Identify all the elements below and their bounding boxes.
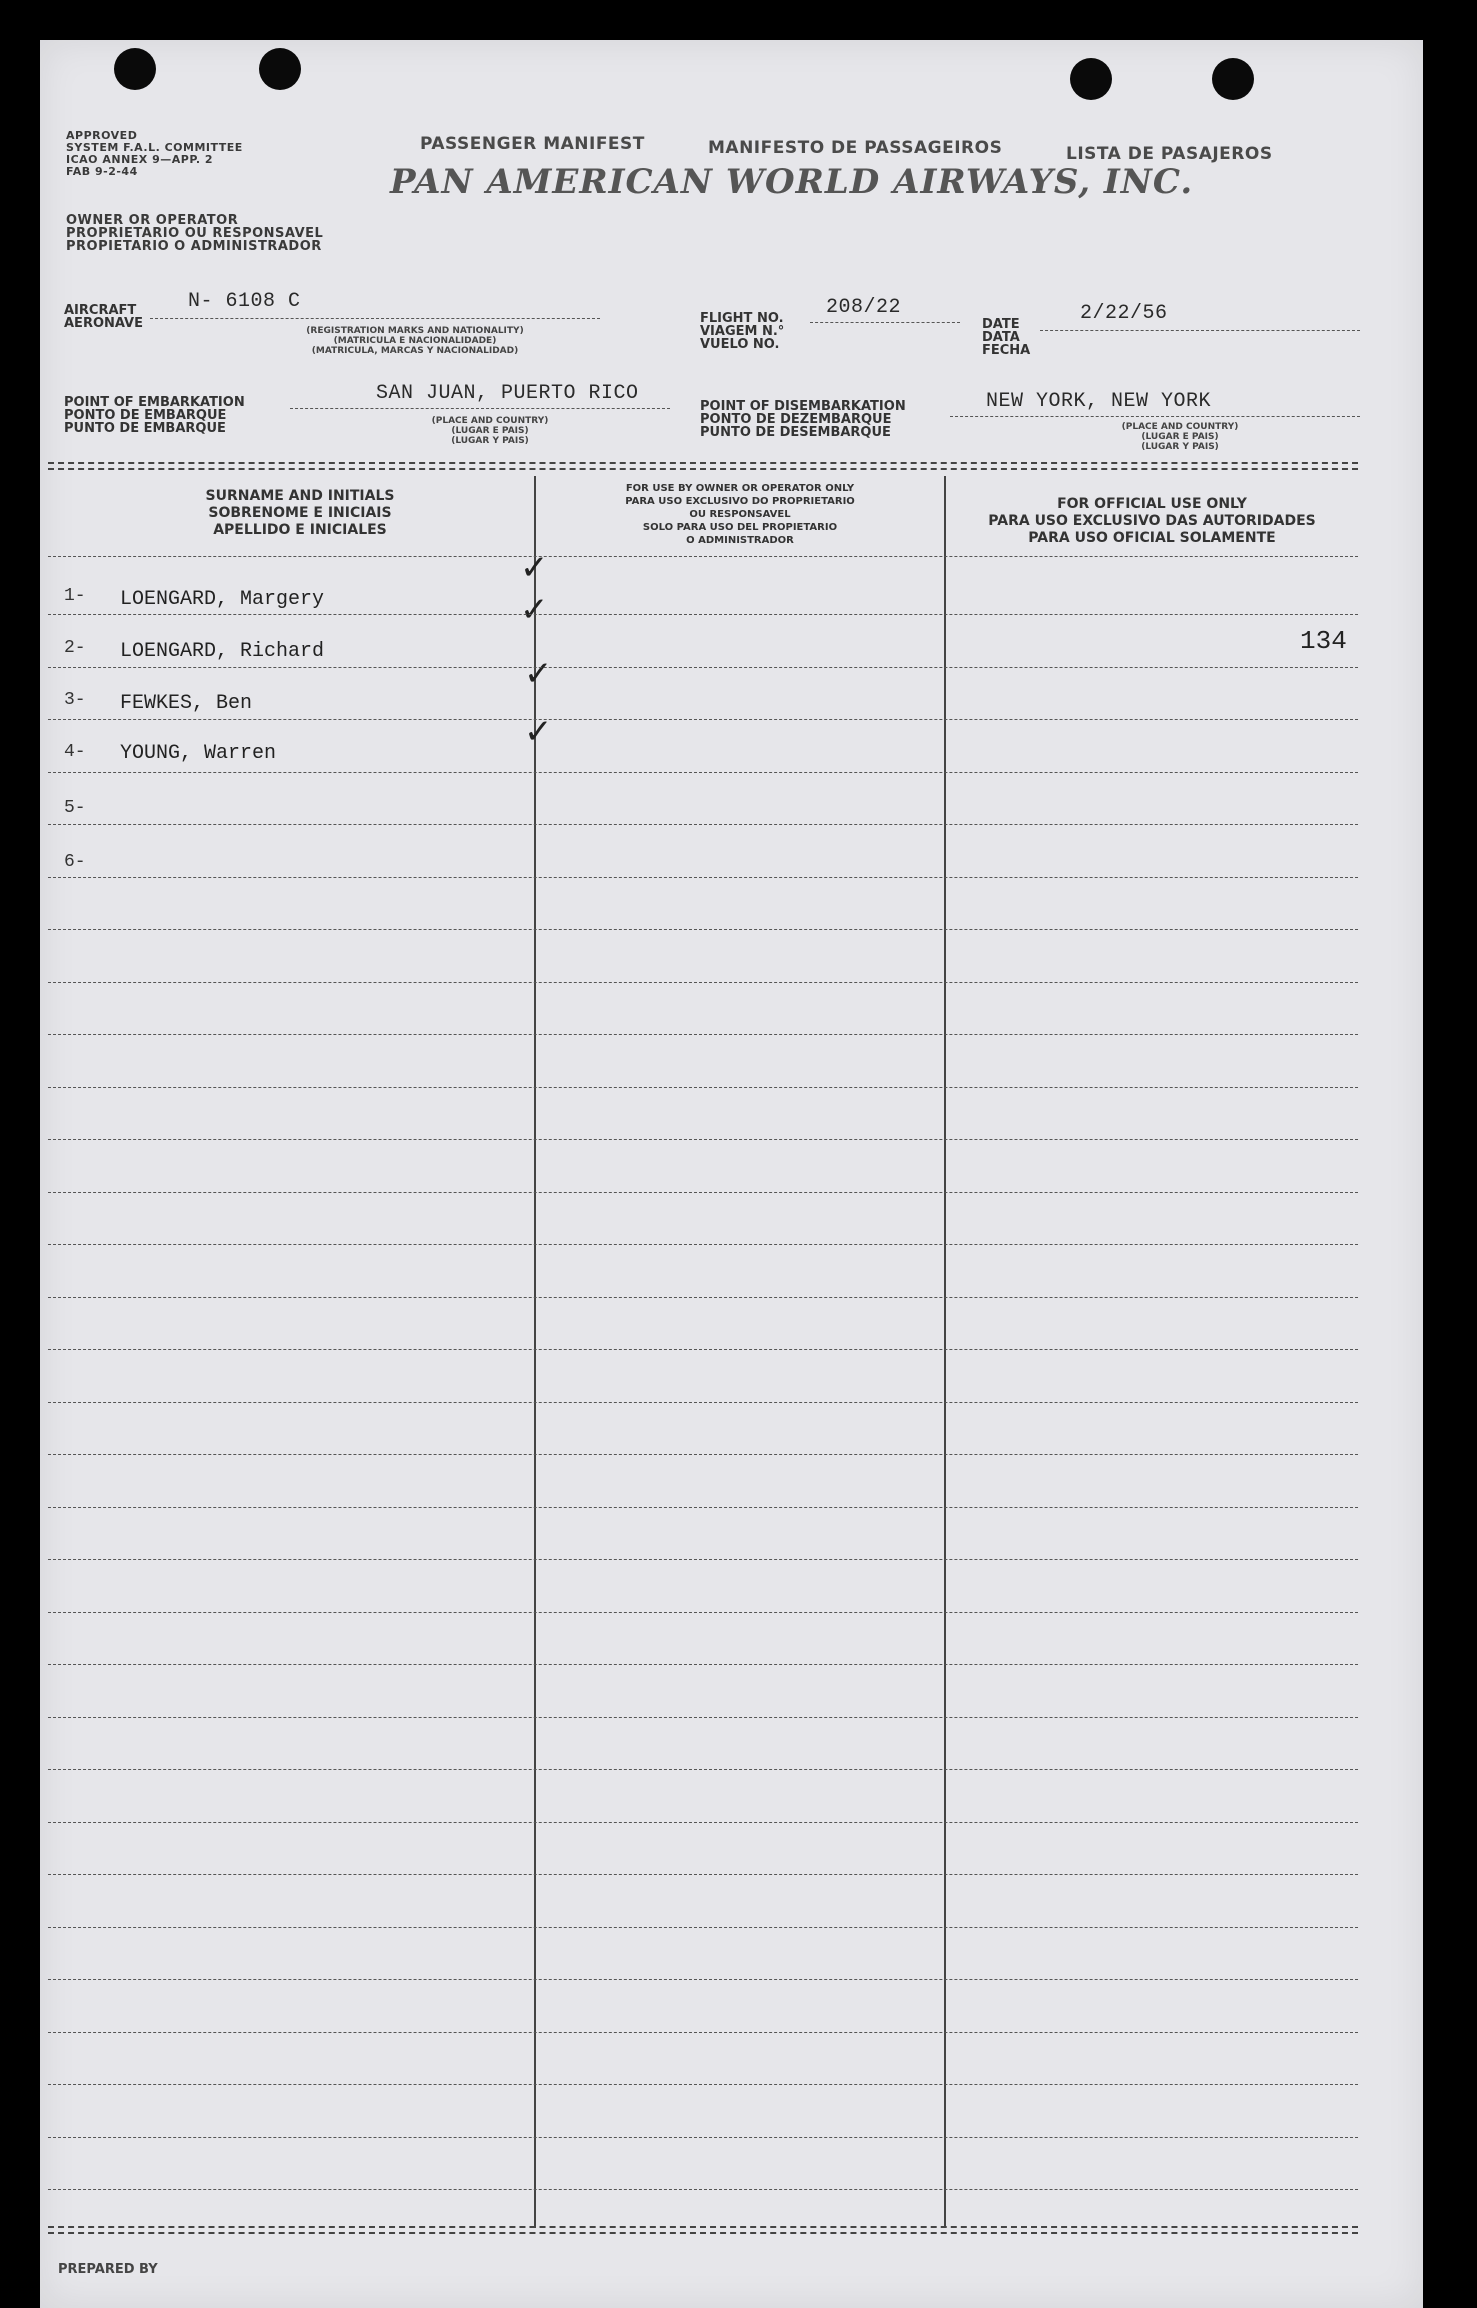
date-value: 2/22/56 — [1080, 302, 1168, 325]
aircraft-sub-line: (REGISTRATION MARKS AND NATIONALITY) — [306, 326, 524, 336]
owner-label-line: OWNER OR OPERATOR — [66, 213, 239, 228]
table-row-line — [48, 1874, 1358, 1875]
table-row-line — [48, 614, 1358, 615]
aircraft-sub-line: (MATRICULA, MARCAS Y NACIONALIDAD) — [311, 346, 519, 356]
embarkation-value: SAN JUAN, PUERTO RICO — [376, 382, 639, 405]
table-bottom-rule — [48, 2232, 1358, 2234]
disembarkation-sub-line: (LUGAR Y PAIS) — [1141, 442, 1219, 452]
embarkation-sub-line: (LUGAR Y PAIS) — [451, 436, 529, 446]
table-row-line — [48, 1559, 1358, 1560]
column-head-line: PARA USO OFICIAL SOLAMENTE — [1028, 530, 1276, 546]
table-row-line — [48, 1192, 1358, 1193]
embarkation-sub — [380, 416, 600, 446]
table-row-line — [48, 1664, 1358, 1665]
row-number: 6- — [64, 852, 86, 872]
column-head-line: APELLIDO E INICIALES — [213, 522, 387, 538]
date-label — [982, 318, 1030, 357]
table-row-line — [48, 877, 1358, 878]
disembarkation-sub-line: (PLACE AND COUNTRY) — [1121, 422, 1239, 432]
aircraft-label — [64, 304, 143, 330]
punch-hole — [114, 48, 156, 90]
table-row-line — [48, 2189, 1358, 2190]
row-number: 3- — [64, 690, 86, 710]
column-head-line: OU RESPONSAVEL — [689, 509, 791, 520]
table-row-line — [48, 1297, 1358, 1298]
flight-label-line: FLIGHT NO. — [700, 311, 784, 326]
title-es: LISTA DE PASAJEROS — [1066, 144, 1273, 164]
embarkation-label-line: PONTO DE EMBARQUE — [64, 408, 227, 423]
punch-hole — [1212, 58, 1254, 100]
passenger-name: LOENGARD, Margery — [120, 588, 325, 611]
table-row-line — [48, 1454, 1358, 1455]
column-head-line: SURNAME AND INITIALS — [205, 488, 395, 504]
row-number: 1- — [64, 586, 86, 606]
column-head-line: FOR OFFICIAL USE ONLY — [1057, 496, 1247, 512]
table-row-line — [48, 1927, 1358, 1928]
table-row-line — [48, 1034, 1358, 1035]
embarkation-underline — [290, 408, 670, 409]
table-row-line — [48, 1507, 1358, 1508]
owner-label-line: PROPRIETARIO OU RESPONSAVEL — [66, 226, 324, 241]
table-row-line — [48, 1087, 1358, 1088]
column-head-line: PARA USO EXCLUSIVO DO PROPRIETARIO — [625, 496, 855, 507]
owner-label-line: PROPIETARIO O ADMINISTRADOR — [66, 239, 322, 254]
official-count: 134 — [1300, 626, 1347, 656]
prepared-by-label: PREPARED BY — [58, 2262, 158, 2277]
approval-line: APPROVED — [66, 129, 138, 142]
table-row-line — [48, 772, 1358, 773]
table-row-line — [48, 1769, 1358, 1770]
disembarkation-value: NEW YORK, NEW YORK — [986, 390, 1212, 413]
table-row-line — [48, 824, 1358, 825]
table-row-line — [48, 2137, 1358, 2138]
flight-label-line: VIAGEM N.° — [700, 324, 785, 339]
table-row-line — [48, 1612, 1358, 1613]
column-head-line: O ADMINISTRADOR — [686, 535, 794, 546]
disembarkation-label — [700, 400, 906, 439]
flight-value: 208/22 — [826, 296, 902, 319]
row-number: 2- — [64, 638, 86, 658]
disembarkation-sub-line: (LUGAR E PAIS) — [1141, 432, 1219, 442]
check-mark-icon: ✓ — [524, 654, 553, 694]
embarkation-label-line: PUNTO DE EMBARQUE — [64, 421, 226, 436]
column-divider — [944, 476, 946, 2228]
table-row-line — [48, 1244, 1358, 1245]
column-head-names — [80, 488, 520, 539]
flight-label-line: VUELO NO. — [700, 337, 780, 352]
aircraft-sub-line: (MATRICULA E NACIONALIDADE) — [333, 336, 497, 346]
table-bottom-rule — [48, 2226, 1358, 2228]
table-top-rule — [48, 462, 1358, 464]
table-row-line — [48, 1979, 1358, 1980]
owner-label — [66, 214, 323, 253]
date-label-line: DATA — [982, 330, 1020, 345]
approval-line: SYSTEM F.A.L. COMMITTEE — [66, 141, 243, 154]
embarkation-label — [64, 396, 245, 435]
passenger-name: YOUNG, Warren — [120, 742, 277, 765]
column-head-line: FOR USE BY OWNER OR OPERATOR ONLY — [625, 483, 855, 494]
disembarkation-underline — [950, 416, 1360, 417]
aircraft-underline — [150, 318, 600, 319]
column-head-operator — [548, 482, 932, 547]
title-pt: MANIFESTO DE PASSAGEIROS — [708, 138, 1003, 158]
aircraft-value: N- 6108 C — [188, 290, 301, 313]
passenger-name: LOENGARD, Richard — [120, 640, 325, 663]
aircraft-label-pt: AERONAVE — [64, 316, 144, 331]
table-row-line — [48, 719, 1358, 720]
table-row-line — [48, 1822, 1358, 1823]
table-row-line — [48, 1402, 1358, 1403]
aircraft-sub — [250, 326, 580, 356]
disembarkation-label-line: POINT OF DISEMBARKATION — [700, 399, 906, 414]
punch-hole — [1070, 58, 1112, 100]
approval-line: FAB 9-2-44 — [66, 165, 138, 178]
table-row-line — [48, 982, 1358, 983]
disembarkation-label-line: PONTO DE DEZEMBARQUE — [700, 412, 892, 427]
table-row-line — [48, 2084, 1358, 2085]
check-mark-icon: ✓ — [524, 712, 553, 752]
table-top-rule — [48, 468, 1358, 470]
disembarkation-sub — [1060, 422, 1300, 452]
column-head-line: SOLO PARA USO DEL PROPIETARIO — [642, 522, 838, 533]
approval-line: ICAO ANNEX 9—APP. 2 — [66, 153, 214, 166]
check-mark-icon: ✓ — [520, 590, 549, 630]
row-number: 5- — [64, 798, 86, 818]
table-row-line — [48, 1717, 1358, 1718]
row-number: 4- — [64, 742, 86, 762]
approval-block — [66, 130, 243, 178]
date-label-line: DATE — [982, 317, 1020, 332]
column-head-official — [952, 496, 1352, 547]
embarkation-sub-line: (PLACE AND COUNTRY) — [431, 416, 549, 426]
table-row-line — [48, 667, 1358, 668]
table-row-line — [48, 1349, 1358, 1350]
embarkation-label-line: POINT OF EMBARKATION — [64, 395, 245, 410]
aircraft-label-en: AIRCRAFT — [64, 303, 137, 318]
table-row-line — [48, 1139, 1358, 1140]
flight-label — [700, 312, 784, 351]
date-underline — [1040, 330, 1360, 331]
table-row-line — [48, 2032, 1358, 2033]
disembarkation-label-line: PUNTO DE DESEMBARQUE — [700, 425, 891, 440]
punch-hole — [259, 48, 301, 90]
embarkation-sub-line: (LUGAR E PAIS) — [451, 426, 529, 436]
column-head-line: SOBRENOME E INICIAIS — [208, 505, 392, 521]
header-bottom-rule — [48, 556, 1358, 557]
table-row-line — [48, 929, 1358, 930]
airline-name: PAN AMERICAN WORLD AIRWAYS, INC. — [390, 162, 1194, 202]
flight-underline — [810, 322, 960, 323]
passenger-name: FEWKES, Ben — [120, 692, 253, 715]
column-head-line: PARA USO EXCLUSIVO DAS AUTORIDADES — [988, 513, 1316, 529]
manifest-sheet — [40, 40, 1423, 2308]
date-label-line: FECHA — [982, 343, 1031, 358]
check-mark-icon: ✓ — [520, 548, 549, 588]
title-en: PASSENGER MANIFEST — [420, 134, 645, 154]
